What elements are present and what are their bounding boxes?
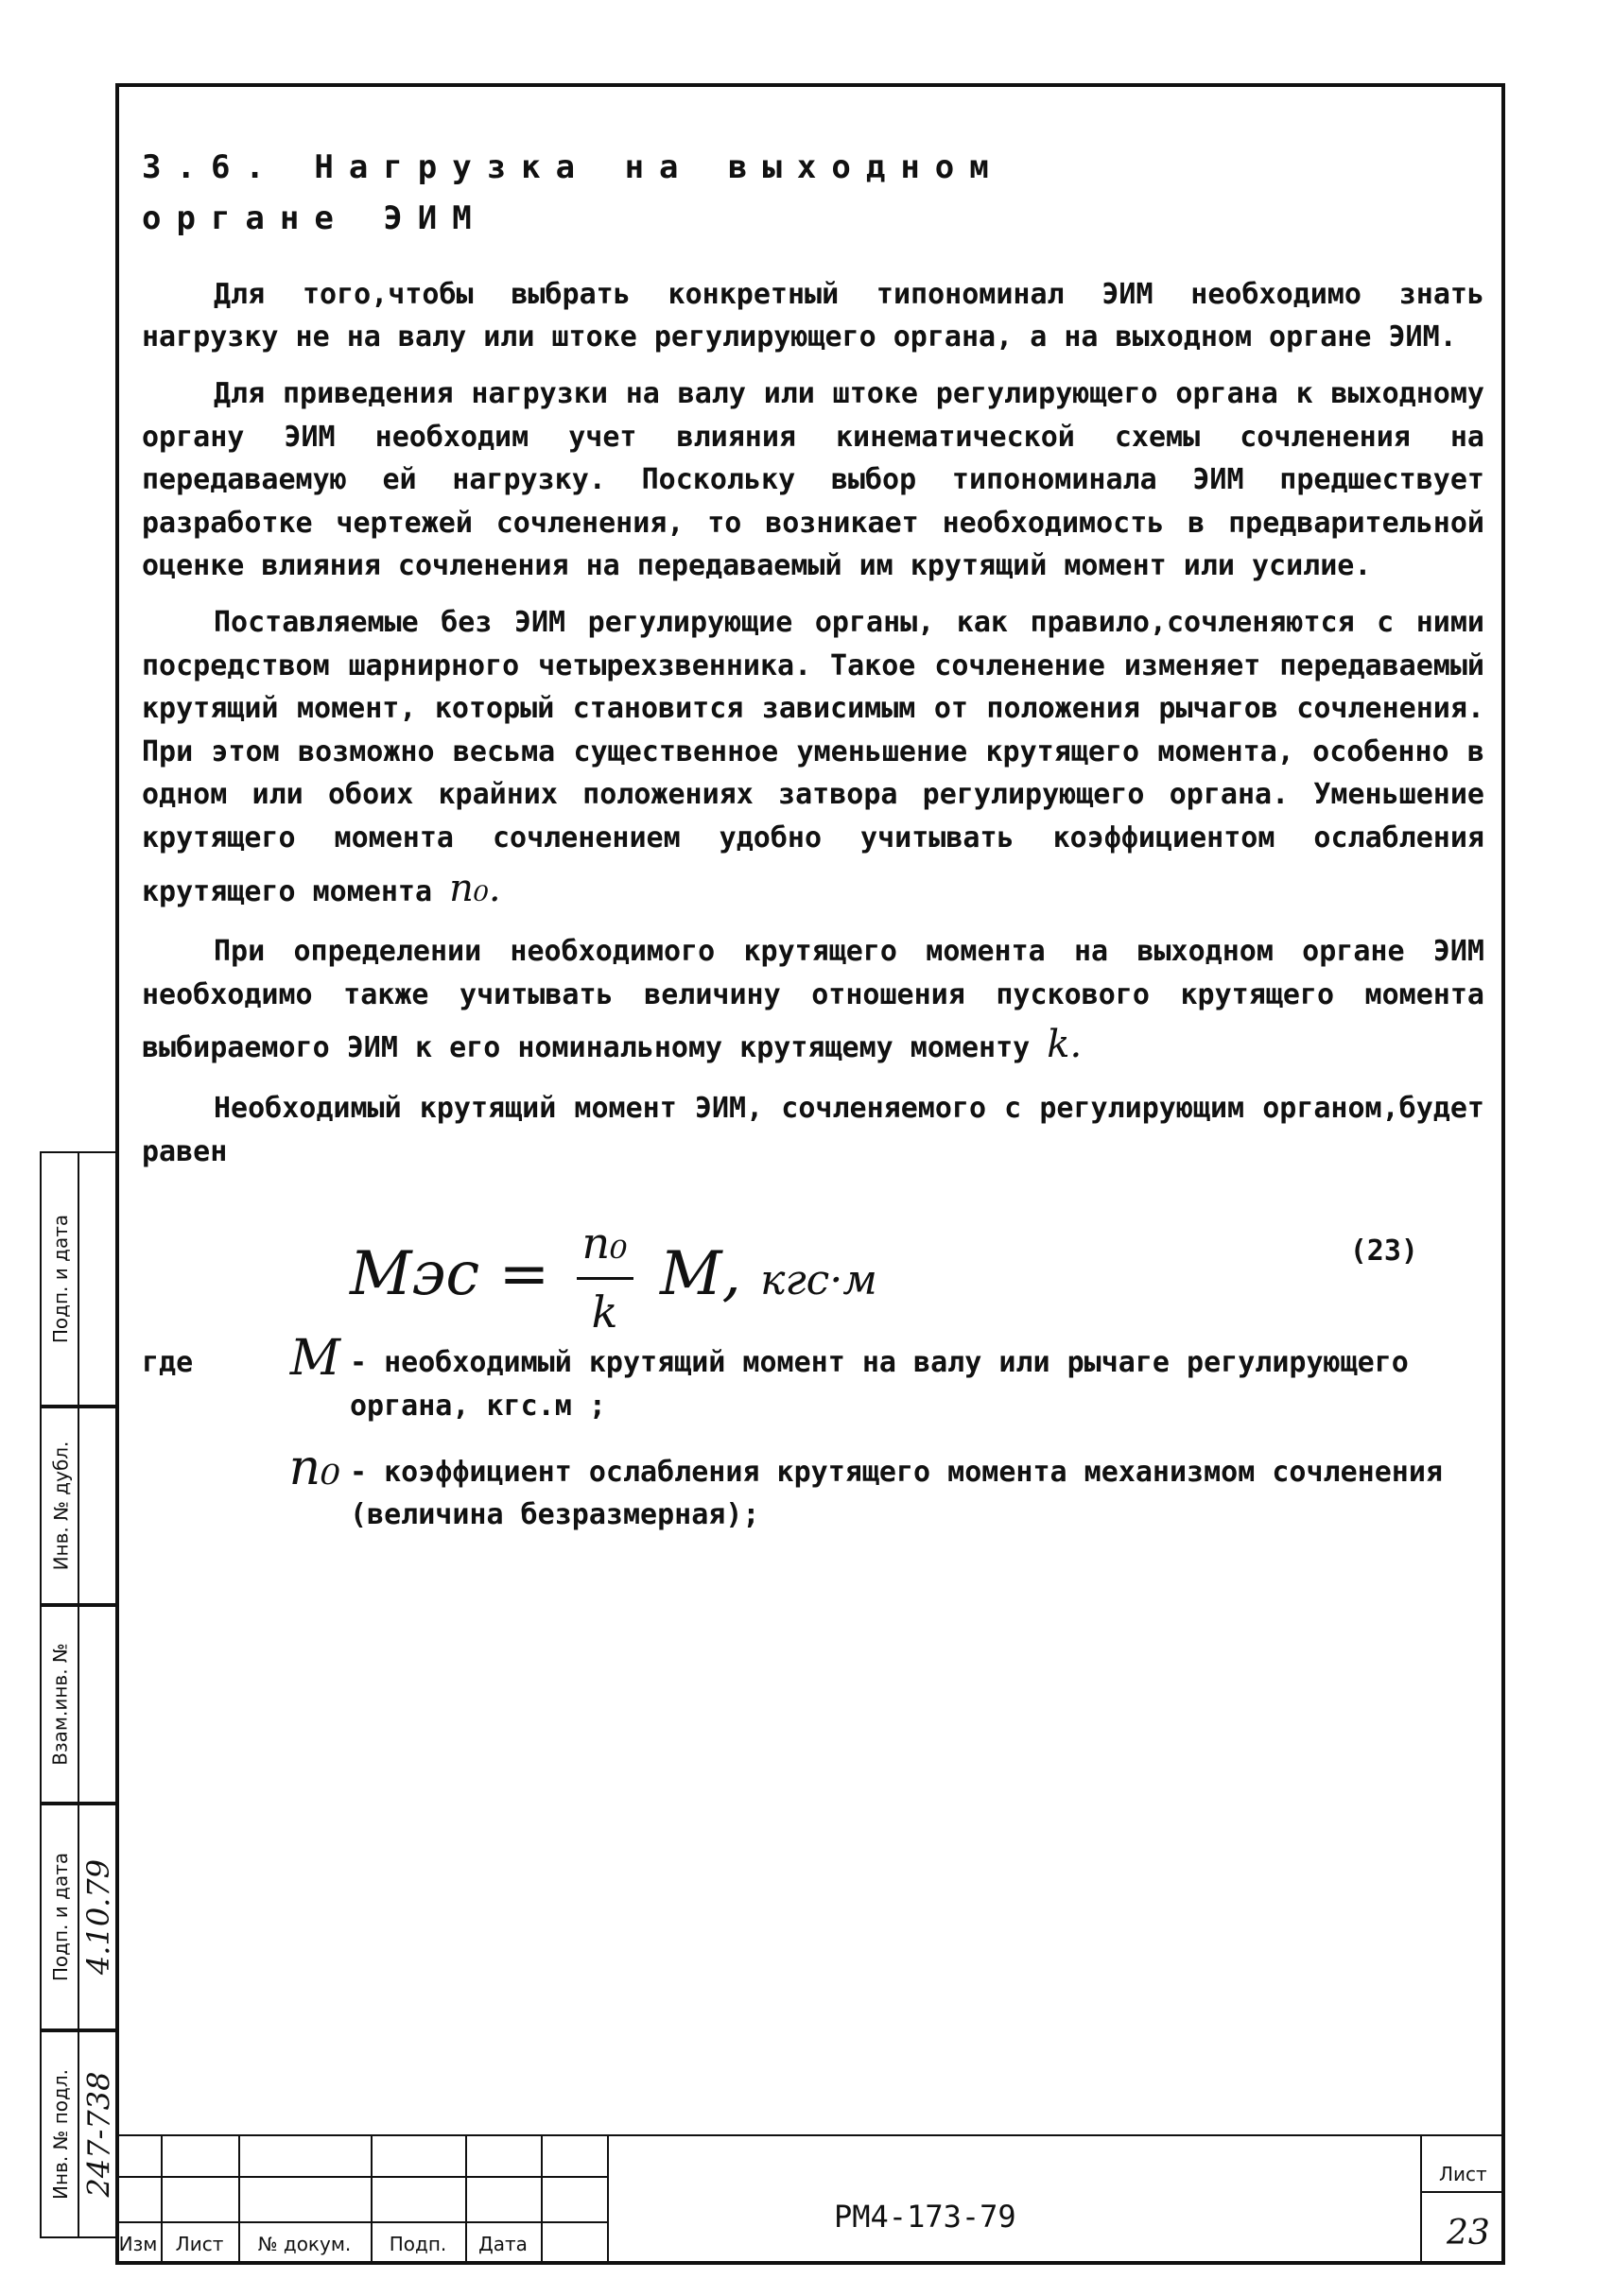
side-stamp-label: Подп. и дата: [49, 1214, 72, 1344]
title-block-column: Лист: [175, 2233, 224, 2255]
paragraph-text: При определении необходимого крутящего момента на выходном органе ЭИМ необходимо также учитывать величину отношения пускового крутящего момента выбираемого ЭИМ к его номинальному крутящему моменту: [142, 935, 1484, 1065]
side-stamp-cell: [40, 2030, 117, 2238]
side-stamp-label: Взам.инв. №: [49, 1643, 72, 1766]
side-stamp-cell: [40, 1151, 117, 1407]
where-word: где: [142, 1346, 194, 1380]
formula-fraction: [577, 1211, 633, 1346]
side-stamp-value: 247-738: [80, 2071, 116, 2198]
paragraph: Необходимый крутящий момент ЭИМ, сочленяемого с регулирующим органом,будет равен: [142, 1092, 1484, 1168]
paragraph: Для приведения нагрузки на валу или штоке регулирующего органа к выходному органу ЭИМ необходим учет влияния кинематической схемы сочленения на передаваемую ей нагрузку. Поскольку выбор типономинала ЭИМ предшествует разработке чертежей сочленения, то возникает необходимость в предварительной оценке влияния сочленения на передаваемый им крутящий момент или усилие.: [142, 376, 1484, 583]
title-block-column: Дата: [478, 2233, 528, 2255]
title-block-column: Изм: [118, 2233, 158, 2255]
formula-23: [142, 1211, 1484, 1338]
title-block-column: № докум.: [257, 2233, 352, 2255]
heading-line-1: 3.6. Нагрузка на выходном: [142, 148, 1004, 186]
title-block-column: Подп.: [389, 2233, 447, 2255]
document-body: [142, 142, 1484, 1537]
where-item: [142, 1330, 1484, 1427]
formula-denominator: k: [591, 1286, 618, 1338]
formula-number: (23): [1349, 1234, 1418, 1269]
formula-rhs: M,: [659, 1239, 741, 1310]
formula-numerator: n₀: [577, 1211, 633, 1280]
sheet-label: Лист: [1439, 2163, 1487, 2185]
side-stamp-cell: [40, 1804, 117, 2030]
document-code: РМ4-173-79: [834, 2199, 1016, 2235]
paragraph: Для того,чтобы выбрать конкретный типономинал ЭИМ необходимо знать нагрузку не на валу или штоке регулирующего органа, а на выходном органе ЭИМ.: [142, 277, 1484, 354]
where-symbol: n₀: [288, 1439, 340, 1496]
side-stamp-value: 4.10.79: [80, 1858, 117, 1976]
sheet-number: 23: [1447, 2214, 1490, 2253]
symbol-n0: n₀.: [449, 866, 501, 910]
formula-expression: [350, 1211, 877, 1346]
where-item: [142, 1439, 1484, 1537]
formula-lhs: Mэс: [350, 1239, 480, 1310]
side-stamp-label: Инв. № подл.: [49, 2069, 73, 2200]
symbol-k: k.: [1047, 1023, 1083, 1067]
side-stamp-cell: [40, 1407, 117, 1605]
title-block: [115, 2134, 1505, 2265]
heading-line-2: органе ЭИМ: [142, 199, 487, 238]
side-stamp-cell: [40, 1605, 117, 1804]
where-definition: - необходимый крутящий момент на валу или рычаге регулирующего органа, кгс.м ;: [350, 1346, 1409, 1424]
paragraph-text: Поставляемые без ЭИМ регулирующие органы, как правило,сочленяются с ними посредством шарнирного четырехзвенника. Такое сочленение изменяет передаваемый крутящий момент, который становится зависимым от положения рычагов сочленения. При этом возможно весьма существенное уменьшение крутящего момента, особенно в одном или обоих крайних положениях затвора регулирующего органа. Уменьшение крутящего момента сочленением удобно учитывать коэффициентом ослабления крутящего момента: [142, 605, 1484, 908]
formula-equals: =: [498, 1239, 550, 1310]
where-definition: - коэффициент ослабления крутящего момента механизмом сочленения (величина безразмерная);: [350, 1455, 1443, 1532]
section-heading: [142, 142, 1484, 245]
where-symbol: M: [289, 1330, 340, 1388]
side-stamp-label: Подп. и дата: [49, 1852, 72, 1982]
formula-unit: кгс·м: [760, 1256, 877, 1305]
paragraph: [142, 601, 1484, 917]
paragraph: [142, 930, 1484, 1074]
side-stamp-label: Инв. № дубл.: [49, 1441, 72, 1571]
side-stamp: [40, 1151, 117, 2238]
